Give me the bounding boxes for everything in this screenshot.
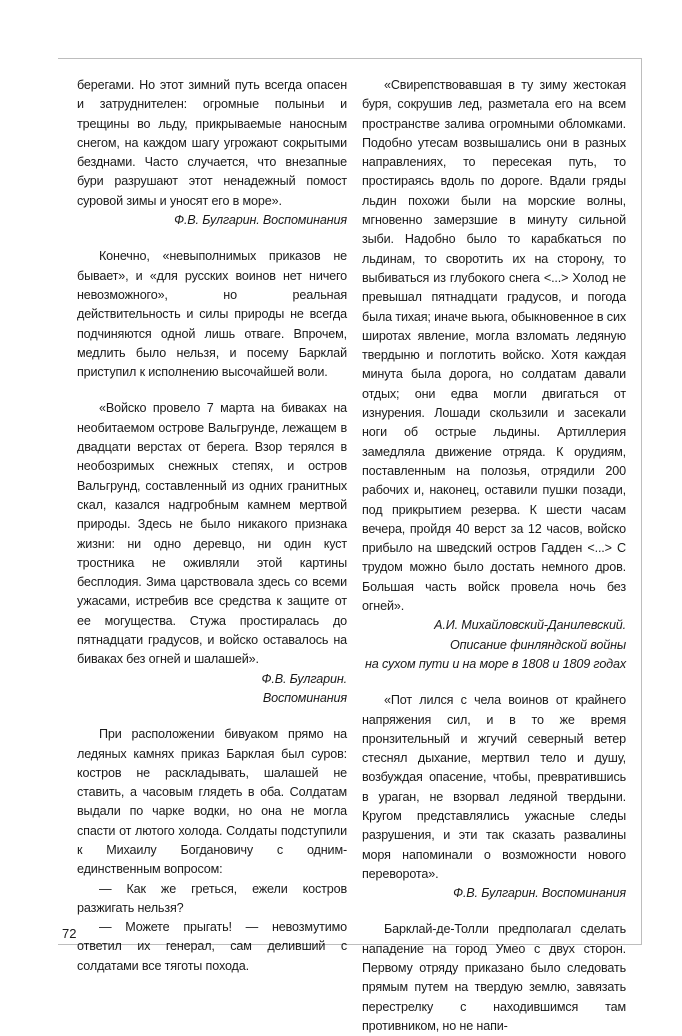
- right-paragraph-2: «Пот лился с чела воинов от крайнего напряжения сил, и в то же время пронзительный и жгучий северный ветер стеснял дыхание, мертвил тело и душу, возбуждая опасение, чтобы, превратившись в ураган, не взорвал ледяной твердыни. Кругом представлялись ужасные следы разрушения, и эти так сказать развалины моря напоминали о возможности нового переворота».: [362, 693, 626, 881]
- left-paragraph-4: При расположении бивуаком прямо на ледяных камнях приказ Барклая был суров: костров не раскладывать, шалашей не ставить, а часовым глядеть в оба. Солдатам выдали по чарке водки, но она не могла спасти от лютого холода. Солдаты подступили к Михаилу Богдановичу с одним-единственным вопросом:: [77, 727, 347, 877]
- right-paragraph-3: Барклай-де-Толли предполагал сделать нападение на город Умео с двух сторон. Первому отряду приказано было следовать прямым путем на твердую землю, завязать перестрелку с находившимся там противником, но не напи-: [362, 922, 626, 1033]
- left-paragraph-1: берегами. Но этот зимний путь всегда опасен и затруднителен: огромные полыньи и трещины во льду, прикрываемые наносным снегом, на каждом шагу угрожают сокрытыми безднами. Часто случается, что внезапные бури разрушают этот ненадежный помост суровой зимы и уносят его в море».: [77, 78, 347, 208]
- right-attribution-2: Ф.В. Булгарин. Воспоминания: [453, 886, 626, 901]
- left-paragraph-5: — Как же греться, ежели костров разжигать нельзя?: [77, 881, 347, 915]
- right-attribution-1c: на сухом пути и на море в 1808 и 1809 годах: [365, 656, 626, 671]
- left-attribution-2a: Ф.В. Булгарин.: [261, 671, 347, 686]
- left-column: [77, 76, 347, 976]
- right-column: [362, 76, 626, 1036]
- left-paragraph-6: — Можете прыгать! — невозмутимо ответил их генерал, сам деливший с солдатами все тяготы похода.: [77, 920, 347, 973]
- left-attribution-1: Ф.В. Булгарин. Воспоминания: [174, 213, 347, 228]
- left-paragraph-2: Конечно, «невыполнимых приказов не бывает», и «для русских воинов нет ничего невозможного», но реальная действительность и силы природы не всегда подчиняются одной лишь отваге. Впрочем, медлить было нельзя, и посему Барклай приступил к исполнению высочайшей воли.: [77, 249, 347, 380]
- right-attribution-1a: А.И. Михайловский-Данилевский.: [434, 618, 626, 633]
- left-attribution-2b: Воспоминания: [262, 690, 347, 705]
- right-paragraph-1: «Свирепствовавшая в ту зиму жестокая буря, сокрушив лед, разметала его на всем пространстве залива огромными обломками. Подобно утесам возвышались они в разных направлениях, то пересекая путь, то простираясь вдоль по дороге. Вдали гряды льдин похожи были на морские волны, мгновенно замерзшие в минуту сильной зыби. Надобно было то карабкаться по льдинам, то своротить их на сторону, то выбиваться из глубокого снега <...> Холод не превышал пятнадцати градусов, и погода была тихая; иначе вьюга, обыкновенное в сих широтах явление, могла взломать ледяную твердыню и поглотить войско. Хотя каждая минута была дорога, но солдатам давали отдых; они едва могли двигаться от изнурения. Лошади скользили и засекали ноги об острые льдины. Артиллерия замедляла движение отряда. К орудиям, поставленным на полозья, отрядили 200 рабочих и, наконец, оставили пушки позади, под прикрытием резерва. К шести часам вечера, пройдя 40 верст за 12 часов, войско прибыло на шведский остров Гадден <...> С трудом можно было достать немного дров. Большая часть войск провела ночь без огней».: [362, 78, 626, 614]
- page-number: 72: [62, 926, 77, 941]
- right-attribution-1b: Описание финляндской войны: [450, 637, 626, 652]
- left-paragraph-3: «Войско провело 7 марта на биваках на необитаемом острове Вальгрунде, лежащем в двадцати верстах от берега. Взор терялся в необозримых снежных степях, и остров Вальгрунд, составленный из одних гранитных скал, казался надгробным камнем мертвой природы. Здесь не было никакого признака жизни: ни одно деревцо, ни один куст тростника не оживляли этой картины бесплодия. Зима царствовала здесь со всеми ужасами, истребив все средства к защите от ее могущества. Стужа простиралась до пятнадцати градусов, и войско оставалось на биваках без огней и шалашей».: [77, 401, 347, 667]
